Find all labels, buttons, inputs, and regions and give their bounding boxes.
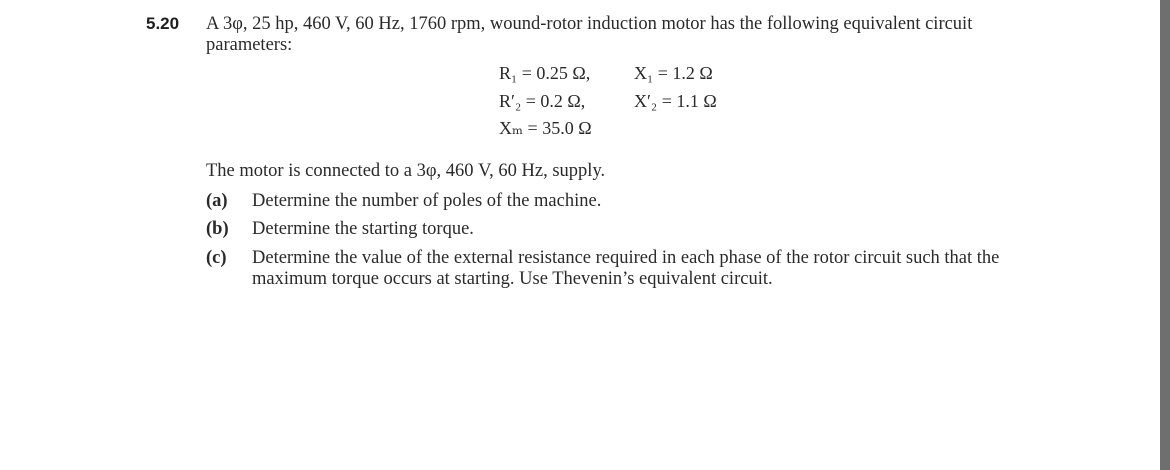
part-c-label: (c)	[206, 248, 227, 268]
part-a-label: (a)	[206, 191, 228, 211]
param-x1: X₁ = 1.2 Ω	[634, 63, 713, 83]
param-xm: Xₘ = 35.0 Ω	[499, 118, 592, 138]
part-b-label: (b)	[206, 219, 229, 239]
param-x2: X′₂ = 1.1 Ω	[634, 91, 717, 111]
part-c-text: Determine the value of the external resistance required in each phase of the rotor circuit such that the maximum torque occurs at starting. Use Thevenin’s equivalent circuit.	[252, 248, 1000, 289]
problem-number: 5.20	[146, 14, 180, 33]
param-r1: R₁ = 0.25 Ω,	[499, 63, 591, 83]
part-a-text: Determine the number of poles of the machine.	[252, 191, 602, 211]
part-b-text: Determine the starting torque.	[252, 219, 474, 239]
supply-statement: The motor is connected to a 3φ, 460 V, 60 Hz, supply.	[206, 161, 606, 181]
page-edge-bar	[1160, 0, 1170, 470]
problem-statement: A 3φ, 25 hp, 460 V, 60 Hz, 1760 rpm, wound-rotor induction motor has the following equivalent circuit parameters:	[206, 14, 973, 55]
param-r2: R′₂ = 0.2 Ω,	[499, 91, 586, 111]
